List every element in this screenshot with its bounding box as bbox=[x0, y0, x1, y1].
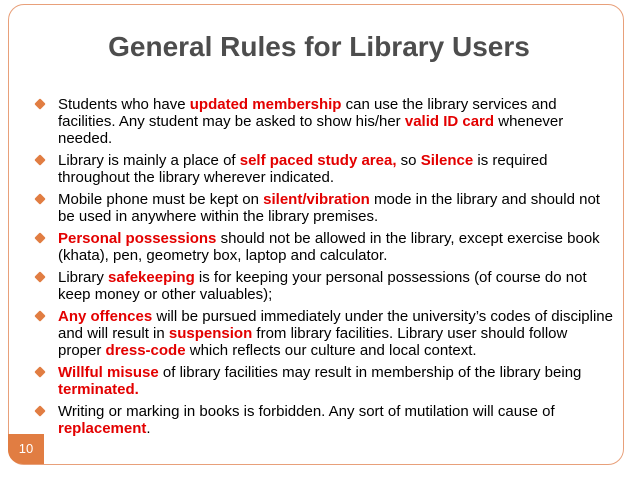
diamond-bullet-icon bbox=[34, 232, 45, 243]
diamond-bullet-icon bbox=[34, 193, 45, 204]
diamond-bullet-icon bbox=[34, 366, 45, 377]
diamond-bullet-icon bbox=[34, 405, 45, 416]
rule-item bbox=[34, 191, 614, 225]
rule-text: mode in the library and should not be used in anywhere within the library premises. bbox=[58, 191, 600, 225]
rule-text: is required throughout the library wherever indicated. bbox=[58, 152, 548, 186]
rule-item bbox=[34, 96, 614, 147]
page-number: 10 bbox=[8, 434, 44, 464]
rule-text: so bbox=[396, 152, 421, 169]
highlighted-text: suspension bbox=[168, 325, 253, 342]
rule-text: from library facilities. Library user should follow proper bbox=[58, 325, 568, 359]
rule-item bbox=[34, 364, 614, 398]
highlighted-text: Personal possessions bbox=[58, 230, 217, 247]
diamond-bullet-icon bbox=[34, 154, 45, 165]
rule-text: which reflects our culture and local context. bbox=[185, 342, 477, 359]
rule-item bbox=[34, 308, 614, 359]
rules-list bbox=[34, 96, 614, 442]
rule-text: Library bbox=[58, 269, 109, 286]
highlighted-text: safekeeping bbox=[108, 269, 195, 286]
rule-text: Mobile phone must be kept on bbox=[58, 191, 264, 208]
highlighted-text: valid ID card bbox=[404, 113, 495, 130]
rule-item bbox=[34, 152, 614, 186]
diamond-bullet-icon bbox=[34, 310, 45, 321]
rule-text: can use the library services and facilities. Any student may be asked to show his/her bbox=[58, 96, 557, 130]
slide-title: General Rules for Library Users bbox=[108, 31, 530, 62]
diamond-bullet-icon bbox=[34, 271, 45, 282]
rule-item bbox=[34, 403, 614, 437]
highlighted-text: replacement bbox=[58, 420, 147, 437]
diamond-bullet-icon bbox=[34, 98, 45, 109]
highlighted-text: Silence bbox=[420, 152, 474, 169]
rule-text: should not be allowed in the library, except exercise book (khata), pen, geometry box, laptop and calculator. bbox=[58, 230, 600, 264]
rule-text: Writing or marking in books is forbidden. Any sort of mutilation will cause of bbox=[58, 403, 555, 420]
rule-text: will be pursued immediately under the university’s codes of discipline and will result in bbox=[58, 308, 613, 342]
rule-item bbox=[34, 269, 614, 303]
highlighted-text: dress-code bbox=[105, 342, 186, 359]
rule-item bbox=[34, 230, 614, 264]
highlighted-text: Any offences bbox=[58, 308, 153, 325]
rule-text: is for keeping your personal possessions (of course do not keep money or other valuables); bbox=[58, 269, 587, 303]
highlighted-text: silent/vibration bbox=[263, 191, 370, 208]
rule-text: whenever needed. bbox=[58, 113, 564, 147]
highlighted-text: Willful misuse bbox=[58, 364, 159, 381]
rule-text: . bbox=[146, 420, 151, 437]
rule-text: of library facilities may result in membership of the library being bbox=[158, 364, 582, 381]
highlighted-text: self paced study area, bbox=[239, 152, 397, 169]
rule-text: Library is mainly a place of bbox=[58, 152, 240, 169]
highlighted-text: updated membership bbox=[189, 96, 342, 113]
highlighted-text: terminated. bbox=[58, 381, 139, 398]
rule-text: Students who have bbox=[58, 96, 190, 113]
